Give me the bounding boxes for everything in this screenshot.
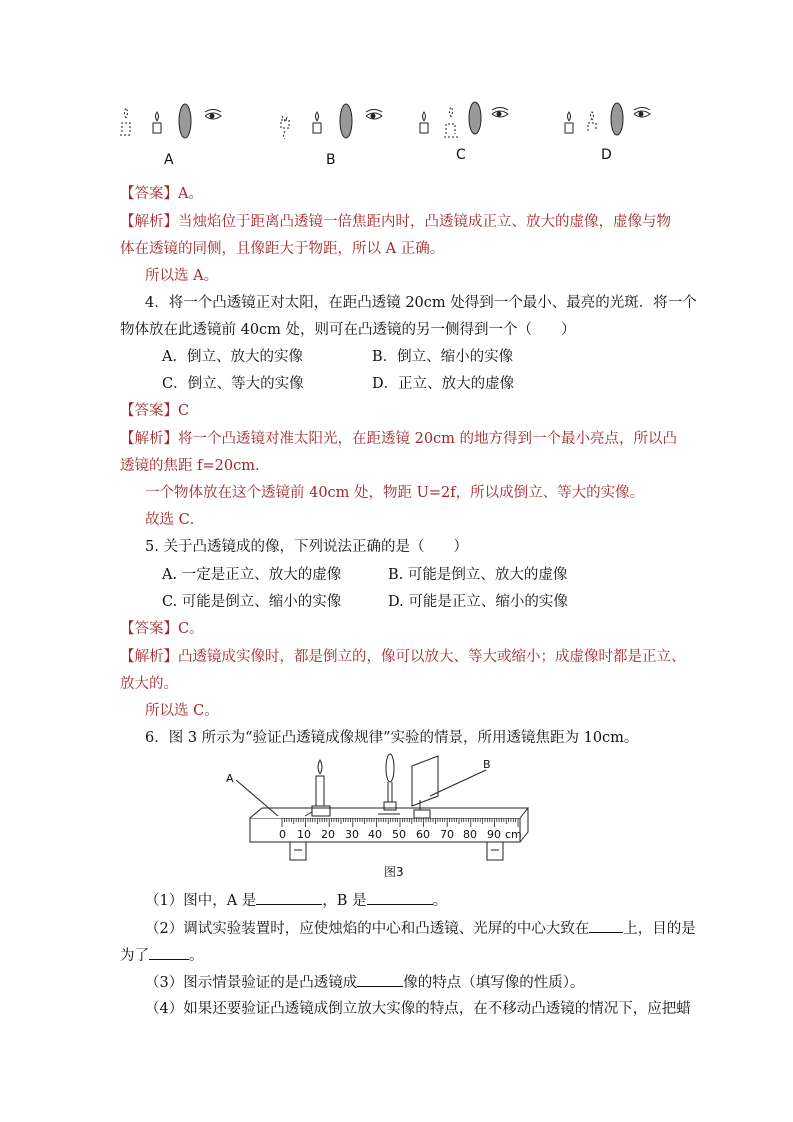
diagram-a <box>120 104 221 138</box>
analysis-tag: 【解析】 <box>120 214 178 230</box>
answer-tag: 【答案】 <box>120 403 178 419</box>
diagram-label-b: B <box>326 152 336 168</box>
answer-blank-image[interactable] <box>357 972 403 987</box>
analysis-tag: 【解析】 <box>120 431 178 447</box>
answer-value: A。 <box>178 186 203 202</box>
q3-analysis-line-1: 【解析】当烛焰位于距离凸透镜一倍焦距内时，凸透镜成正立、放大的虚像，虚像与物 <box>120 214 671 230</box>
q5-analysis-line-1: 【解析】凸透镜成实像时，都是倒立的，像可以放大、等大或缩小；成虚像时都是正立、 <box>120 649 686 665</box>
tick-label-30: 30 <box>345 828 359 841</box>
q4-stem-line-2: 物体放在此透镜前 40cm 处，则可在凸透镜的另一侧得到一个（ ） <box>120 322 576 338</box>
q6-sub4: （4）如果还要验证凸透镜成倒立放大实像的特点，在不移动凸透镜的情况下，应把蜡 <box>145 1001 691 1017</box>
q6-sub2-line-1: （2）调试实验装置时，应使烛焰的中心和凸透镜、光屏的中心大致在 上，目的是 <box>145 918 696 939</box>
q3-select: 所以选 A。 <box>145 268 219 284</box>
q4-option-d: D．正立、放大的虚像 <box>372 376 515 392</box>
q5-option-a: A. 一定是正立、放大的虚像 <box>162 567 342 583</box>
answer-tag: 【答案】 <box>120 186 178 202</box>
tick-label-10: 10 <box>297 828 311 841</box>
q5-select: 所以选 C。 <box>145 703 219 719</box>
q4-option-a: A．倒立、放大的实像 <box>162 349 303 365</box>
unit-label: cm <box>505 828 522 841</box>
q4-option-b: B．倒立、缩小的实像 <box>372 349 514 365</box>
q6-sub2-line-2: 为了 。 <box>120 945 204 966</box>
q4-answer-line <box>120 401 189 421</box>
tick-label-40: 40 <box>368 828 382 841</box>
q5-option-d: D. 可能是正立、缩小的实像 <box>388 594 568 610</box>
diagram-label-a: A <box>164 152 174 168</box>
answer-blank-purpose[interactable] <box>149 945 189 960</box>
q5-option-c: C. 可能是倒立、缩小的实像 <box>162 594 342 610</box>
q3-analysis-line-2: 体在透镜的同侧，且像距大于物距，所以 A 正确。 <box>120 241 445 257</box>
analysis-tag: 【解析】 <box>120 649 178 665</box>
q4-analysis-line-2: 透镜的焦距 f=20cm． <box>120 458 270 474</box>
q4-select: 故选 C． <box>145 512 205 528</box>
q3-answer-line <box>120 184 203 204</box>
answer-blank-a[interactable] <box>256 890 322 905</box>
q4-analysis-line-3: 一个物体放在这个透镜前 40cm 处，物距 U=2f，所以成倒立、等大的实像。 <box>145 485 645 501</box>
answer-tag: 【答案】 <box>120 621 178 637</box>
tick-label-20: 20 <box>321 828 335 841</box>
tick-label-50: 50 <box>392 828 406 841</box>
label-a: A <box>226 772 234 785</box>
q6-sub1: （1）图中，A 是 ，B 是 。 <box>145 890 447 911</box>
tick-label-80: 80 <box>463 828 477 841</box>
q4-stem-line-1: 4．将一个凸透镜正对太阳，在距凸透镜 20cm 处得到一个最小、最亮的光斑．将一个 <box>145 295 697 311</box>
diagram-c <box>420 102 508 137</box>
tick-label-70: 70 <box>440 828 454 841</box>
q5-answer-line <box>120 619 204 639</box>
answer-blank-line[interactable] <box>589 918 623 933</box>
tick-label-90: 90 <box>487 828 501 841</box>
q4-analysis-line-1: 【解析】将一个凸透镜对准太阳光，在距透镜 20cm 的地方得到一个最小亮点，所以凸 <box>120 431 678 447</box>
answer-value: C <box>178 403 190 419</box>
q5-stem: 5. 关于凸透镜成的像，下列说法正确的是（ ） <box>145 539 468 555</box>
q4-option-c: C．倒立、等大的实像 <box>162 376 304 392</box>
diagram-label-c: C <box>456 147 466 163</box>
figure-candle-lens-options <box>0 0 793 180</box>
label-b: B <box>483 758 491 771</box>
figure-optical-bench <box>0 752 793 882</box>
tick-label-60: 60 <box>416 828 430 841</box>
q6-stem: 6．图 3 所示为“验证凸透镜成像规律”实验的情景，所用透镜焦距为 10cm。 <box>145 730 639 746</box>
diagram-b <box>281 104 382 139</box>
q5-option-b: B. 可能是倒立、放大的虚像 <box>388 567 568 583</box>
diagram-label-d: D <box>601 147 612 163</box>
tick-label-0: 0 <box>279 828 286 841</box>
answer-value: C。 <box>178 621 204 637</box>
figure-caption: 图3 <box>384 865 404 879</box>
q5-analysis-line-2: 放大的。 <box>120 676 178 692</box>
diagram-d <box>565 103 650 135</box>
q6-sub3: （3）图示情景验证的是凸透镜成 像的特点（填写像的性质）。 <box>145 972 584 993</box>
answer-blank-b[interactable] <box>367 890 433 905</box>
